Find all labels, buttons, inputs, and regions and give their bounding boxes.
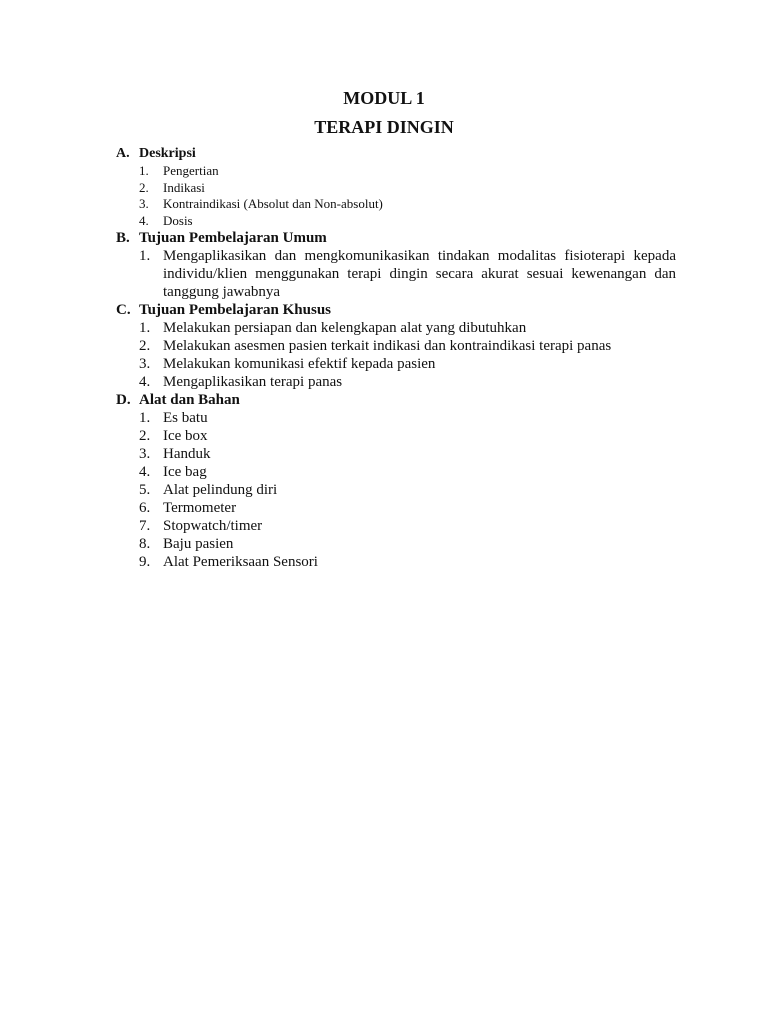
item-text: Es batu [163, 410, 208, 426]
item-text: Kontraindikasi (Absolut dan Non-absolut) [163, 196, 383, 211]
item-number: 4. [139, 374, 151, 390]
list-item [139, 463, 676, 481]
item-text: Mengaplikasikan dan mengkomunikasikan tindakan modalitas fisioterapi kepada individu/klien menggunakan terapi dingin secara akurat sesuai kewenangan dan tanggung jawabnya [163, 248, 676, 300]
section-letter: D. [116, 392, 131, 408]
item-number: 1. [139, 410, 151, 426]
item-number: 1. [139, 163, 149, 178]
item-number: 3. [139, 356, 151, 372]
list-item [139, 517, 676, 535]
section-heading [116, 391, 676, 409]
item-number: 1. [139, 320, 151, 336]
list-item [139, 409, 676, 427]
section-tujuan-umum [116, 229, 676, 301]
section-letter: B. [116, 230, 130, 246]
list-item [139, 373, 676, 391]
item-text: Ice box [163, 428, 208, 444]
item-text: Ice bag [163, 464, 207, 480]
section-list [116, 163, 676, 229]
list-item [139, 247, 676, 301]
item-text: Alat Pemeriksaan Sensori [163, 554, 318, 570]
section-heading [116, 301, 676, 319]
section-heading [116, 229, 676, 247]
item-text: Melakukan komunikasi efektif kepada pasien [163, 356, 436, 372]
list-item [139, 499, 676, 517]
item-text: Melakukan asesmen pasien terkait indikasi dan kontraindikasi terapi panas [163, 338, 612, 354]
item-number: 4. [139, 212, 149, 228]
item-text: Termometer [163, 500, 237, 516]
list-item [139, 535, 676, 553]
list-item [139, 163, 676, 180]
list-item [139, 213, 676, 230]
item-number: 7. [139, 518, 151, 534]
section-heading [116, 145, 676, 163]
section-letter: C. [116, 302, 131, 318]
list-item [139, 553, 676, 571]
item-text: Handuk [163, 446, 211, 462]
item-number: 9. [139, 554, 151, 570]
item-text: Alat pelindung diri [163, 482, 278, 498]
document-body [116, 145, 676, 571]
item-number: 1. [139, 248, 151, 264]
item-number: 2. [139, 428, 151, 444]
item-text: Baju pasien [163, 536, 234, 552]
item-number: 4. [139, 464, 151, 480]
item-number: 3. [139, 446, 151, 462]
list-item [139, 337, 676, 355]
section-title: Tujuan Pembelajaran Umum [139, 230, 327, 246]
list-item [139, 196, 676, 213]
list-item [139, 445, 676, 463]
list-item [139, 319, 676, 337]
section-tujuan-khusus [116, 301, 676, 391]
section-list [116, 247, 676, 301]
item-number: 6. [139, 500, 151, 516]
section-title: Tujuan Pembelajaran Khusus [139, 302, 331, 318]
item-text: Indikasi [163, 179, 205, 195]
section-deskripsi [116, 145, 676, 229]
list-item [139, 481, 676, 499]
item-text: Melakukan persiapan dan kelengkapan alat yang dibutuhkan [163, 320, 527, 336]
item-text: Stopwatch/timer [163, 518, 263, 534]
section-title: Alat dan Bahan [139, 392, 240, 408]
list-item [139, 180, 676, 197]
document-subtitle: TERAPI DINGIN [314, 117, 454, 137]
item-number: 3. [139, 196, 149, 211]
item-number: 8. [139, 536, 151, 552]
item-text: Dosis [163, 212, 193, 228]
item-number: 2. [139, 338, 151, 354]
section-alat-bahan [116, 391, 676, 571]
list-item [139, 355, 676, 373]
list-item [139, 427, 676, 445]
item-text: Pengertian [163, 163, 219, 178]
section-list [116, 409, 676, 571]
section-list [116, 319, 676, 391]
section-letter: A. [116, 146, 130, 161]
item-number: 2. [139, 179, 149, 195]
section-title: Deskripsi [139, 146, 196, 161]
item-text: Mengaplikasikan terapi panas [163, 374, 343, 390]
item-number: 5. [139, 482, 151, 498]
document-title: MODUL 1 [343, 88, 425, 108]
